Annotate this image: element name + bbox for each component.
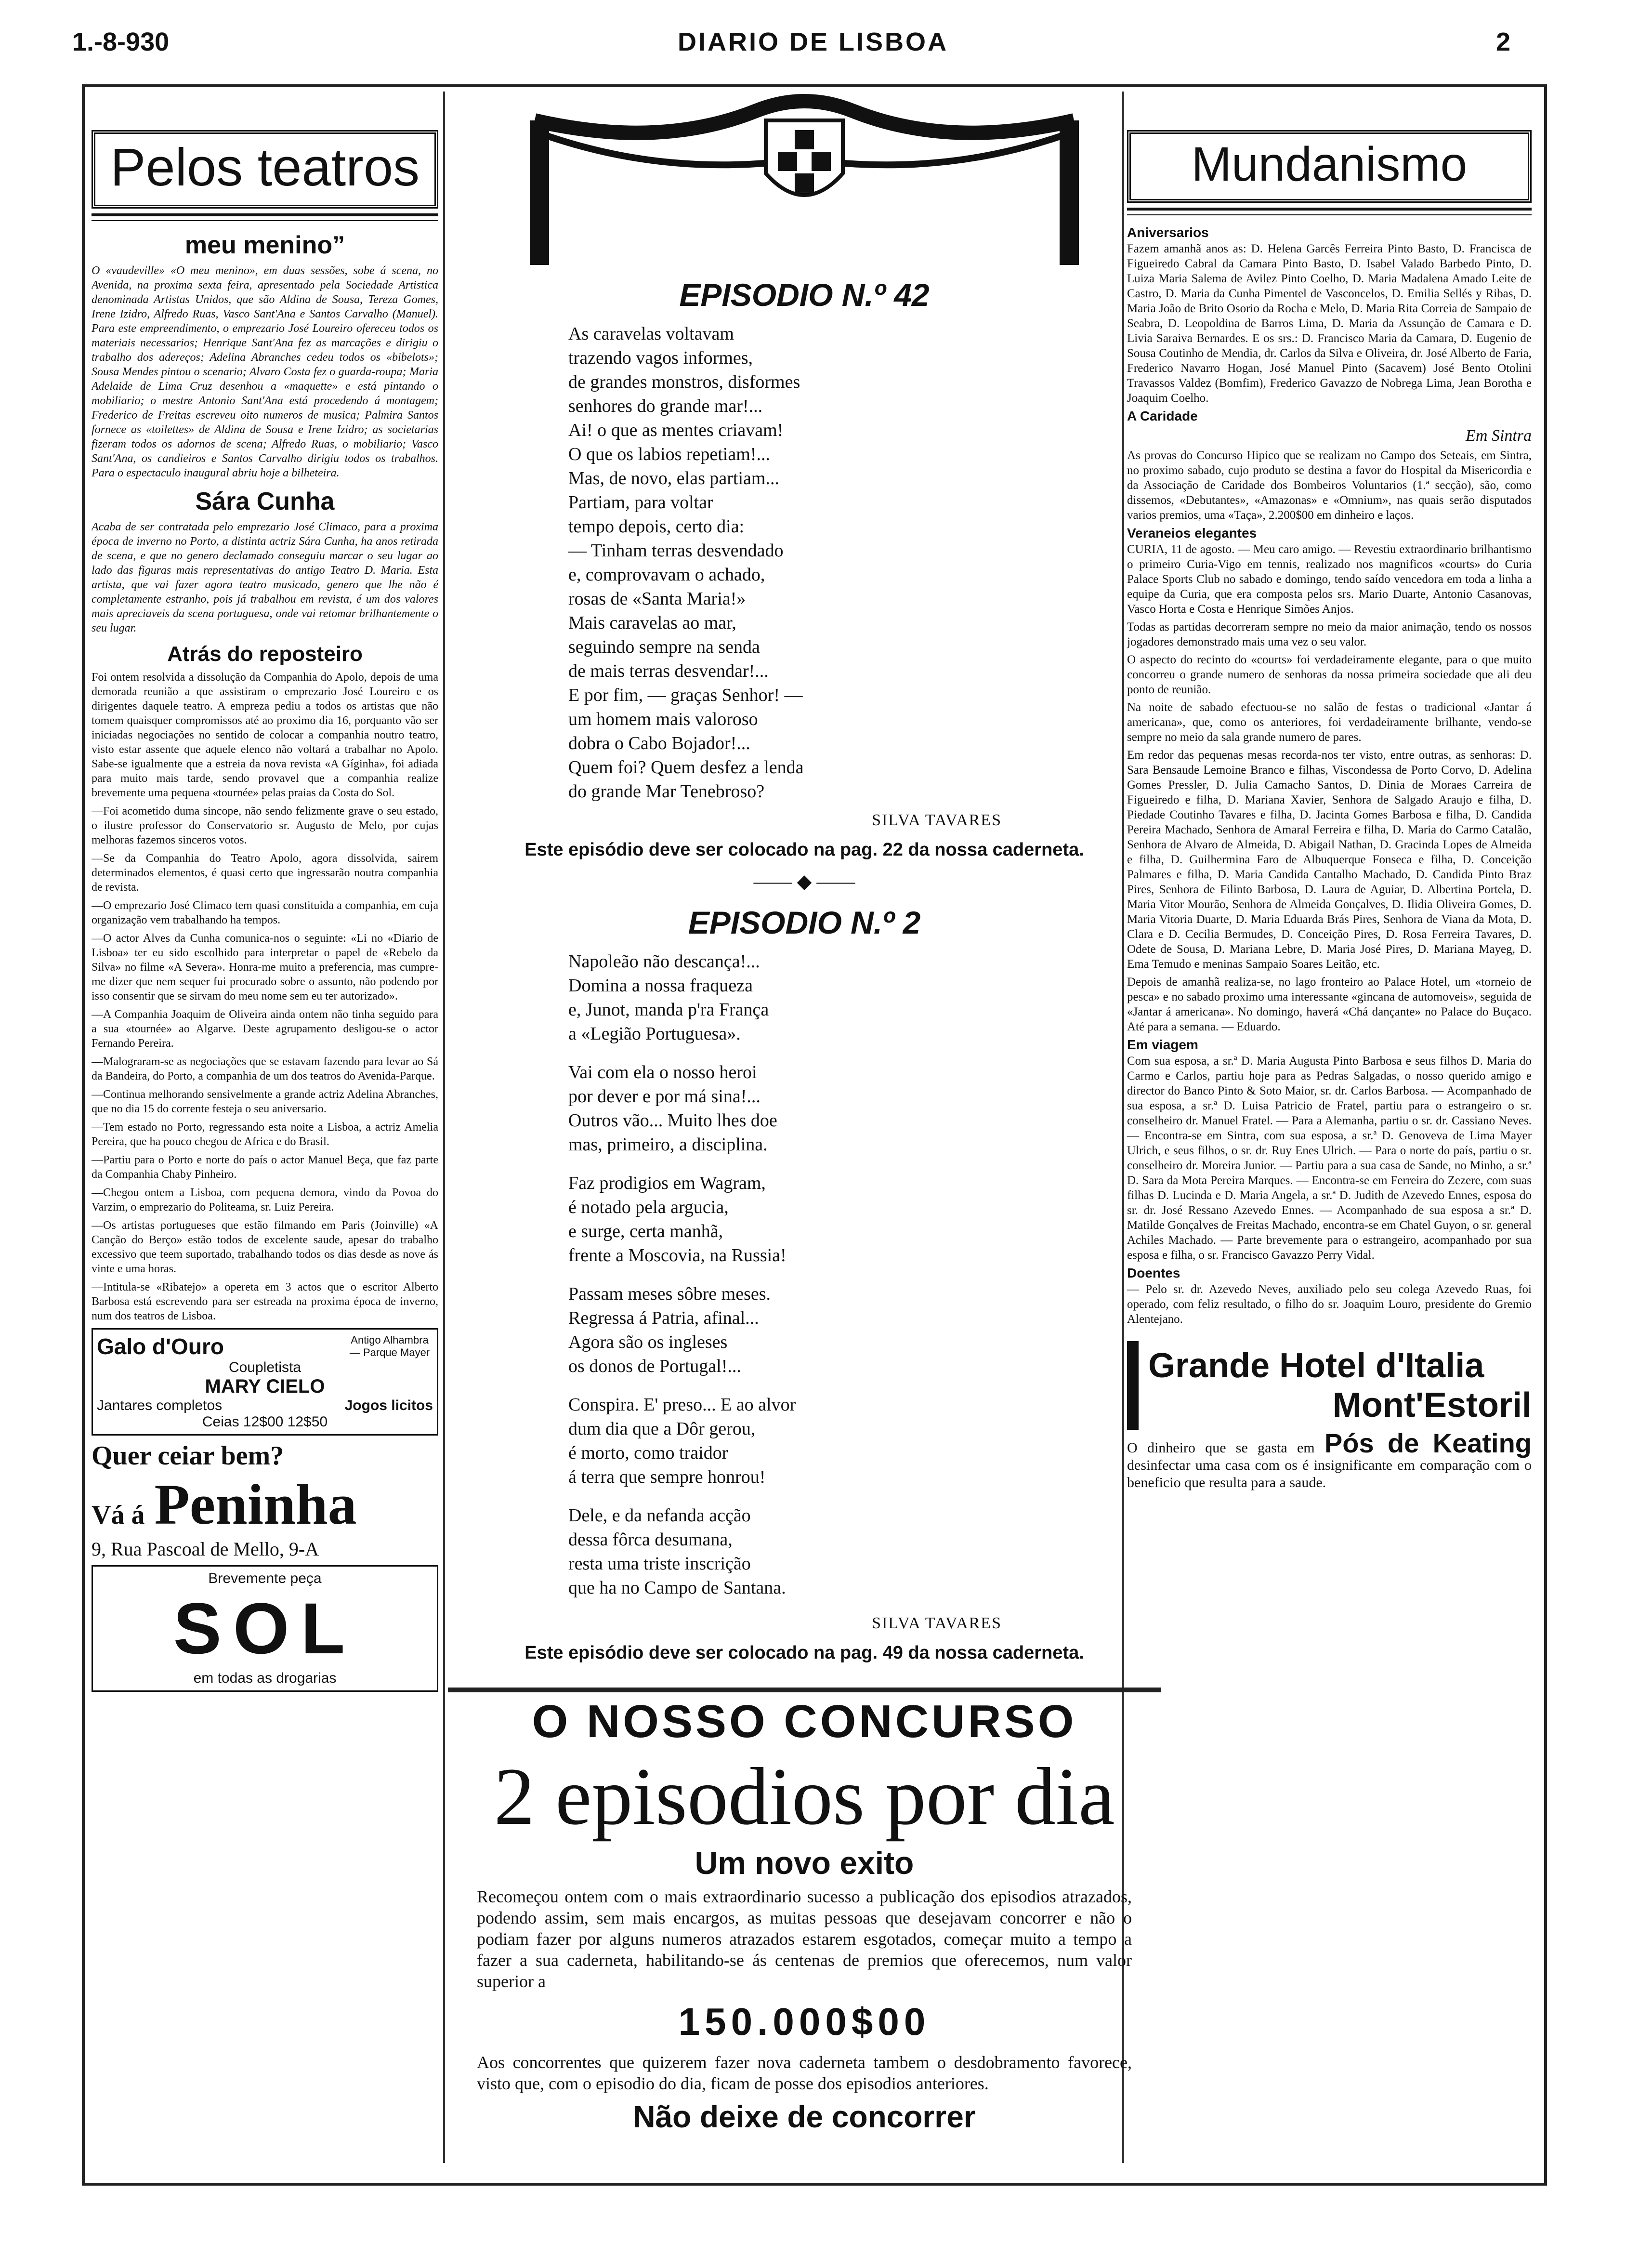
poem-line: Regressa á Patria, afinal... <box>568 1308 759 1328</box>
poem-stanza <box>568 949 1002 1046</box>
ad-keating <box>1127 1428 1532 1491</box>
article-text: Foi ontem resolvida a dissolução da Companhia do Apolo, depois de uma demorada reunião a que assistiram o emprezario José Loureiro e os dirigentes daquele teatro. A empreza pediu a todos os artistas que não tomem quaisquer compromissos até ao proximo dia 16, porquanto vão ser iniciadas negociações no sentido de colocar a companhia noutro teatro, visto estar assente que aquele elenco não voltará a trabalhar no Apolo. Sabe-se igualmente que a estreia da nova revista «A Gíginha», foi adiada para muito mais tarde, sendo provavel que a companhia realize brevemente uma pequena «tournée» pelas praias da Costa do Sol. <box>92 671 438 799</box>
ad-peninha-name: Peninha <box>154 1472 357 1536</box>
article-text: —O actor Alves da Cunha comunica-nos o seguinte: «Li no «Diario de Lisboa» ter eu sido escolhido para interpretar o papel de «Rebelo da Silva» no filme «A Severa». Honra-me muito a preferencia, mas cumpre-me dizer que nem sequer fui procurado sobre o assunto, não podendo por isso consentir que se sirvam do meu nome sem eu ter autorizado». <box>92 932 438 1002</box>
ad-keating-text: O dinheiro que se gasta em <box>1127 1440 1315 1456</box>
section-title-mundanismo: Mundanismo <box>1127 130 1532 203</box>
poem-line: Quem foi? Quem desfez a lenda <box>568 757 804 778</box>
ad-mary-cielo: MARY CIELO <box>205 1376 325 1397</box>
column-divider <box>443 92 445 2163</box>
poem-line: dum dia que a Dôr gerou, <box>568 1419 756 1439</box>
ad-quer-ceiar: Quer ceiar bem? <box>92 1441 284 1471</box>
poem-line: Napoleão não descança!... <box>568 951 760 972</box>
article-text: —Continua melhorando sensivelmente a grande actriz Adelina Abranches, que no dia 15 do corrente festeja o seu aniversario. <box>92 1088 438 1115</box>
article-text: —Os artistas portugueses que estão filmando em Paris (Joinville) «A Canção do Berço» estão todos de excelente saude, apesar do trabalho excessivo que teem suportado, trabalhando todos os dias desde as nove ás vinte e uma horas. <box>92 1219 438 1275</box>
page-number: 2 <box>1495 27 1510 56</box>
article-text: Depois de amanhã realiza-se, no lago fronteiro ao Palace Hotel, um «torneio de pesca» e no sabado proximo uma interessante «gincana de automoveis», seguida de «Jantar á americana». No domingo, haverá «Chá dançante» no Palace do Buçaco. Até para a semana. — Eduardo. <box>1127 976 1532 1033</box>
poem-line: seguindo sempre na senda <box>568 637 760 657</box>
article-subheading: Em Sintra <box>1466 427 1532 445</box>
ad-galo-douro <box>92 1328 438 1436</box>
poem-line: Passam meses sôbre meses. <box>568 1284 771 1304</box>
article-text: As provas do Concurso Hipico que se realizam no Campo dos Seteais, em Sintra, no proximo sabado, cujo produto se destina a favor do Hospital da Misericordia e da Associação de Caridade dos Bombeiros Voluntarios (1.ª secção), são, como dissemos, «Debutantes», «Amazonas» e «Omnium», nas quais serão disputados varios premios, uma «Taça», 2.200$00 em dinheiro e laços. <box>1127 449 1532 522</box>
ad-brevemente: Brevemente peça <box>208 1570 322 1586</box>
poem-line: Dele, e da nefanda acção <box>568 1505 751 1526</box>
section-title-teatros: Pelos teatros <box>92 130 438 209</box>
contest-subheadline: Um novo exito <box>695 1845 914 1881</box>
poem-line: de mais terras desvendar!... <box>568 661 769 681</box>
episode-42-poem <box>568 322 1002 804</box>
episode-2-title: EPISODIO N.º 2 <box>688 905 921 940</box>
ad-galo-location: Antigo Alhambra — Parque Mayer <box>349 1334 430 1358</box>
ad-grande-hotel <box>1127 1341 1532 1430</box>
poem-line: por dever e por má sina!... <box>568 1086 761 1107</box>
ad-jantares: Jantares completos <box>97 1398 223 1413</box>
article-heading: Sára Cunha <box>195 488 335 515</box>
poem-signature: SILVA TAVARES <box>872 811 1002 829</box>
poem-line: Vai com ela o nosso heroi <box>568 1062 757 1082</box>
contest-headline: 2 episodios por dia <box>494 1751 1115 1842</box>
article-text: —O emprezario José Climaco tem quasi constituida a companhia, em cuja organização vem trabalhando ha tempos. <box>92 899 438 926</box>
contest-title: O NOSSO CONCURSO <box>448 1688 1161 1748</box>
middle-column <box>448 92 1161 2168</box>
left-column <box>92 92 438 2168</box>
article-text: — Pelo sr. dr. Azevedo Neves, auxiliado pelo seu colega Azevedo Ruas, foi operado, com feliz resultado, o filho do sr. Joaquim Louro, presidente do Gremio Alentejano. <box>1127 1283 1532 1326</box>
contest-body-2: Aos concorrentes que quizerem fazer nova caderneta tambem o desdobramento favorece, visto que, com o episodio do dia, ficam de posse dos episodios anteriores. <box>477 2053 1132 2093</box>
poem-line: E por fim, — graças Senhor! — <box>568 685 803 705</box>
episode-42-note: Este episódio deve ser colocado na pag. 22 da nossa caderneta. <box>525 840 1084 860</box>
poem-line: frente a Moscovia, na Russia! <box>568 1245 787 1266</box>
article-text: —Foi acometido duma sincope, não sendo felizmente grave o seu estado, o ilustre professor do Conservatorio sr. Augusto de Melo, por cujas melhoras fazemos sinceros votos. <box>92 805 438 846</box>
newspaper-name: DIARIO DE LISBOA <box>677 27 949 56</box>
poem-line: As caravelas voltavam <box>568 324 734 344</box>
article-text: —Malograram-se as negociações que se estavam fazendo para levar ao Sá da Bandeira, do Porto, a companhia de um dos teatros do Avenida-Parque. <box>92 1055 438 1082</box>
article-text: Acaba de ser contratada pelo emprezario José Climaco, para a proxima época de inverno no Porto, a distinta actriz Sára Cunha, ha anos retirada de scena, e que no genero declamado conseguiu marcar o seu lugar ao lado das figuras mais representativas do antigo Teatro D. Maria. Esta artista, que vai fazer agora teatro musicado, genero que lhe não é completamente estranho, pois já trabalhou em revista, é um dos valores mais apreciaveis da scena portuguesa, onde vai retomar brilhantemente o seu lugar. <box>92 521 438 634</box>
poem-line: Faz prodigios em Wagram, <box>568 1173 766 1193</box>
episode-2-note: Este episódio deve ser colocado na pag. 49 da nossa caderneta. <box>525 1643 1084 1663</box>
ad-sol-name: SOL <box>173 1588 357 1669</box>
poem-line: e surge, certa manhã, <box>568 1221 723 1241</box>
article-text: —Partiu para o Porto e norte do país o actor Manuel Beça, que faz parte da Companhia Chaby Pinheiro. <box>92 1154 438 1181</box>
ad-drogarias: em todas as drogarias <box>193 1670 337 1686</box>
ad-hotel-location: Mont'Estoril <box>1332 1386 1532 1424</box>
poem-line: senhores do grande mar!... <box>568 396 763 416</box>
ad-keating-text-2: desinfectar uma casa com os é insignificante em comparação com o beneficio que resulta para a saude. <box>1127 1457 1532 1490</box>
ad-galo-title: Galo d'Ouro <box>97 1334 224 1359</box>
poem-stanza <box>568 1282 1002 1378</box>
contest-prize: 150.000$00 <box>678 2000 931 2043</box>
article-heading: A Caridade <box>1127 409 1198 423</box>
poem-line: á terra que sempre honrou! <box>568 1467 766 1487</box>
poem-line: Ai! o que as mentes criavam! <box>568 420 784 440</box>
article-heading: Veraneios elegantes <box>1127 526 1257 541</box>
episode-42-title: EPISODIO N.º 42 <box>679 277 930 313</box>
poem-stanza <box>568 1503 1002 1600</box>
poem-stanza <box>568 1171 1002 1267</box>
ad-sol <box>92 1565 438 1692</box>
article-text: CURIA, 11 de agosto. — Meu caro amigo. — Revestiu extraordinario brilhantismo o primeiro Curia-Vigo em tennis, realizado nos magnificos «courts» do Curia Palace Sports Club no sabado e domingo, tendo saído vencedora em toda a linha a equipe da Curia, que era composta pelos srs. Mario Duarte, Antonio Casanovas, Vasco Horta e Costa e Henrique Simões Anjos. <box>1127 543 1532 616</box>
poem-line: Agora são os ingleses <box>568 1332 728 1352</box>
poem-line: Mas, de novo, elas partiam... <box>568 468 779 488</box>
article-text: Na noite de sabado efectuou-se no salão de festas o tradicional «Jantar á americana», que, como os anteriores, foi verdadeiramente brilhante, vendo-se sempre no meio da sala grande numero de pares. <box>1127 701 1532 744</box>
article-text: —Chegou ontem a Lisboa, com pequena demora, vindo da Povoa do Varzim, o emprezario do Politeama, sr. Luiz Pereira. <box>92 1187 438 1213</box>
article-text: —Se da Companhia do Teatro Apolo, agora dissolvida, sairem determinados elementos, é quasi certo que ingressarão noutra companhia de revista. <box>92 852 438 894</box>
page-header <box>0 27 1626 66</box>
poem-line: do grande Mar Tenebroso? <box>568 781 765 802</box>
ad-peninha-address: 9, Rua Pascoal de Mello, 9-A <box>92 1538 319 1560</box>
article-text: —Intitula-se «Ribatejo» a opereta em 3 actos que o escritor Alberto Barbosa está escrevendo para ser estreada na proxima época de inverno, num dos teatros de Lisboa. <box>92 1281 438 1322</box>
poem-line: é notado pela argucia, <box>568 1197 729 1217</box>
article-text: O aspecto do recinto do «courts» foi verdadeiramente elegante, para o que muito concorreu o grande numero de senhoras da nossa primeira sociedade que ali deu ponto de reunião. <box>1127 653 1532 696</box>
article-text: —A Companhia Joaquim de Oliveira ainda ontem não tinha seguido para a sua «tournée» ao Algarve. Deste agrupamento desligou-se o actor Fernando Pereira. <box>92 1008 438 1050</box>
decorative-crest-illustration <box>515 92 1093 265</box>
poem-line: e, comprovavam o achado, <box>568 565 765 585</box>
right-column <box>1127 92 1532 2168</box>
poem-line: e, Junot, manda p'ra França <box>568 1000 769 1020</box>
article-heading: Aniversarios <box>1127 225 1209 240</box>
poem-stanza <box>568 1060 1002 1157</box>
article-text: —Tem estado no Porto, regressando esta noite a Lisboa, a actriz Amelia Pereira, que ha pouco chegou de Africa e do Brasil. <box>92 1121 438 1148</box>
article-heading: Doentes <box>1127 1266 1180 1280</box>
poem-line: mas, primeiro, a disciplina. <box>568 1134 768 1155</box>
poem-line: O que os labios repetiam!... <box>568 444 770 464</box>
ad-va-a: Vá á <box>92 1500 145 1530</box>
article-text: O «vaudeville» «O meu menino», em duas sessões, sobe á scena, no Avenida, na proxima sexta feira, apresentado pela Sociedade Artistica denominada Artistas Unidos, que são Aldina de Sousa, Tereza Gomes, Irene Izidro, Alfredo Ruas, Vasco Sant'Ana e Santos Carvalho (Manuel). Para este empreendimento, o emprezario José Loureiro ofereceu todos os materiais necessarios; Henrique Sant'Ana fez as marcações e dirigiu o trabalho dos adereços; Adelina Abranches cedeu todos os «bibelots»; Sousa Mendes pintou o scenario; Alvaro Costa fez o guarda-roupa; Maria Adelaide de Lima Cruz desenhou a «maquette» e está pintando o mobiliario; o mestre Antonio Sant'Ana está procedendo á montagem; Frederico de Freitas escreveu oito numeros de musica; Palmira Santos fornece as «toilettes» de Aldina de Sousa e Irene Izidro; as societarias fizeram todos os adornos de scena; Alfredo Ruas, o mobiliario; Vasco Sant'Ana, os candieiros e Santos Carvalho dirigiu todos os trabalhos. Para o espectaculo inaugural abriu hoje a bilheteira. <box>92 264 438 479</box>
poem-line: tempo depois, certo dia: <box>568 516 745 537</box>
poem-line: dobra o Cabo Bojador!... <box>568 733 750 753</box>
poem-line: Mais caravelas ao mar, <box>568 613 736 633</box>
ad-peninha <box>92 1440 438 1560</box>
article-text: Todas as partidas decorreram sempre no meio da maior animação, tendo os nossos jogadores demonstrado mais uma vez o seu valor. <box>1127 620 1532 648</box>
article-text: Em redor das pequenas mesas recorda-nos ter visto, entre outras, as senhoras: D. Sara Bensaude Lemoine Branco e filhas, Viscondessa de Porto Corvo, D. Adelina Gomes Pressler, D. Julia Camacho Santos, D. Dinia de Moraes Carreira de Figueiredo e filha, D. Mariana Xavier, Senhora de Salgado Araujo e filha, D. Piedade Coutinho Tavares e filha, D. Jacinta Gomes Barbosa e filha, D. Candida Pereira Machado, Senhora de Amaral Ferreira e filha, D. Maria do Carmo Catalão, Senhora de Alvaro de Almeida, D. Abigail Nathan, D. Gracinda Lopes de Almeida e filha, D. Guilhermina Faro de Albuquerque Fonseca e filha, D. Conceição Palmares e filha, D. Maria Candida Cantalho Machado, D. Candida Pinto Braz Pires, Senhora de Filinto Barbosa, D. Laura de Aguiar, D. Albertina Portela, D. Maria Vitor Mourão, Senhora de Almeida Gonçalves, D. Ilidia Oliveira Gomes, D. Maria Vitoria Duarte, D. Maria Eduarda Brás Pires, Senhora de Viana da Mota, D. Clara e D. Cecilia Bermudes, D. Conceição Pires, D. Rosa Ferreira Tavares, D. Odete de Sousa, D. Mariana Lebre, D. Maria José Pires, D. Mariana Mayeg, D. Ema Temudo e meninas Sampaio Soares Leitão, etc. <box>1127 749 1532 971</box>
article-heading: meu menino” <box>184 231 345 259</box>
poem-line: que ha no Campo de Santana. <box>568 1578 786 1598</box>
article-text: Com sua esposa, a sr.ª D. Maria Augusta Pinto Barbosa e seus filhos D. Maria do Carmo e Carlos, partiu hoje para as Pedras Salgadas, o nosso querido amigo e director do Banco Pinto & Soto Maior, sr. dr. Carlos Barbosa. — Acompanhado de sua esposa, a sr.ª D. Luisa Patricio de Fratel, partiu para o estrangeiro o sr. conselheiro dr. Manuel Fratel. — Para a Alemanha, partiu o sr. dr. Cassiano Neves. — Encontra-se em Sintra, com sua esposa, a sr.ª D. Genoveva de Lima Mayer Ulrich, e seus filhos, o sr. dr. Ruy Enes Ulrich. — Para o norte do país, partiu o sr. conselheiro dr. Moreira Junior. — Partiu para a sua casa de Sande, no Minho, a sr.ª D. Sara da Mota Pereira Marques. — Encontra-se em Ferreira do Zezere, com suas filhas D. Lucinda e D. Maria Angela, a sr.ª D. Judith de Azevedo Ennes, esposa do sr. dr. José Ressano Azevedo Ennes. — Acompanhado de sua esposa a sr.ª D. Matilde Gonçalves de Freitas Machado, encontra-se em Chatel Guyon, o sr. general Achiles Machado. — Parte brevemente para o estrangeiro, acompanhado por sua esposa e filha, o sr. Francisco Gavazzo Perry Vidal. <box>1127 1055 1532 1262</box>
poem-line: Domina a nossa fraqueza <box>568 976 753 996</box>
poem-line: trazendo vagos informes, <box>568 348 753 368</box>
poem-line: um homem mais valoroso <box>568 709 758 729</box>
ad-coupletista: Coupletista <box>228 1359 302 1375</box>
section-rule <box>1127 208 1532 215</box>
section-rule <box>92 213 438 221</box>
poem-line: Outros vão... Muito lhes doe <box>568 1110 777 1131</box>
article-text: Fazem amanhã anos as: D. Helena Garcês Ferreira Pinto Basto, D. Francisca de Figueiredo Cabral da Camara Pinto Basto, D. Isabel Valado Barbedo Pinto, D. Luiza Maria Salema de Avilez Pinto Coelho, D. Maria Madalena Amado Leite de Castro, D. Maria da Cunha Pimentel de Vasconcelos, D. Emilia Sellés y Ribas, D. Maria João de Brito Osorio da Rocha e Melo, D. Maria Rita Correia de Sampaio de Seabra, D. Leopoldina de Barros Lima, D. Maria da Assunção de Camara e D. Livia Saraiva Bernardes. E os srs.: D. Francisco Maria da Camara, D. Eugenio de Sousa Coutinho de Mendia, dr. Carlos da Silva e Oliveira, dr. José Alberto de Faria, Frederico Navarro Hogan, José Manuel Pinto (Sacavem) José Bento Otolini Travassos Valdez (Bomfim), Frederico Gavazzo de Nobrega Lima, Jean Borotha e Joaquim Coelho. <box>1127 242 1532 405</box>
poem-line: resta uma triste inscrição <box>568 1554 751 1574</box>
ad-hotel-name: Grande Hotel d'Italia <box>1148 1346 1484 1385</box>
poem-line: Conspira. E' preso... E ao alvor <box>568 1395 796 1415</box>
ad-ceias: Ceias 12$00 12$50 <box>202 1414 328 1430</box>
issue-date: 1.-8-930 <box>72 27 170 56</box>
ad-jogos: Jogos licitos <box>344 1398 433 1413</box>
poem-line: — Tinham terras desvendado <box>568 541 784 561</box>
poem-signature: SILVA TAVARES <box>872 1614 1002 1632</box>
ornament-divider: —— ◆ —— <box>753 870 855 892</box>
poem-line: a «Legião Portuguesa». <box>568 1024 741 1044</box>
poem-stanza <box>568 1393 1002 1489</box>
article-heading: Em viagem <box>1127 1037 1198 1052</box>
contest-call: Não deixe de concorrer <box>633 2099 976 2134</box>
ad-keating-brand: Pós de Keating <box>1324 1428 1532 1458</box>
poem-line: os donos de Portugal!... <box>568 1356 741 1376</box>
contest-body: Recomeçou ontem com o mais extraordinario sucesso a publicação dos episodios atrazados, podendo assim, sem mais encargos, as muitas pessoas que desejavam concorrer e não o podiam fazer por alguns numeros atrazados estarem esgotados, começar muito a tempo a fazer a sua caderneta, habilitando-se ás centenas de premios que oferecemos, num valor superior a <box>477 1887 1132 1991</box>
poem-line: de grandes monstros, disformes <box>568 372 800 392</box>
poem-line: dessa fôrca desumana, <box>568 1530 733 1550</box>
poem-line: é morto, como traidor <box>568 1443 728 1463</box>
poem-line: rosas de «Santa Maria!» <box>568 589 746 609</box>
article-heading: Atrás do reposteiro <box>167 642 363 666</box>
episode-2-poem <box>568 949 1002 1600</box>
poem-line: Partiam, para voltar <box>568 492 713 513</box>
